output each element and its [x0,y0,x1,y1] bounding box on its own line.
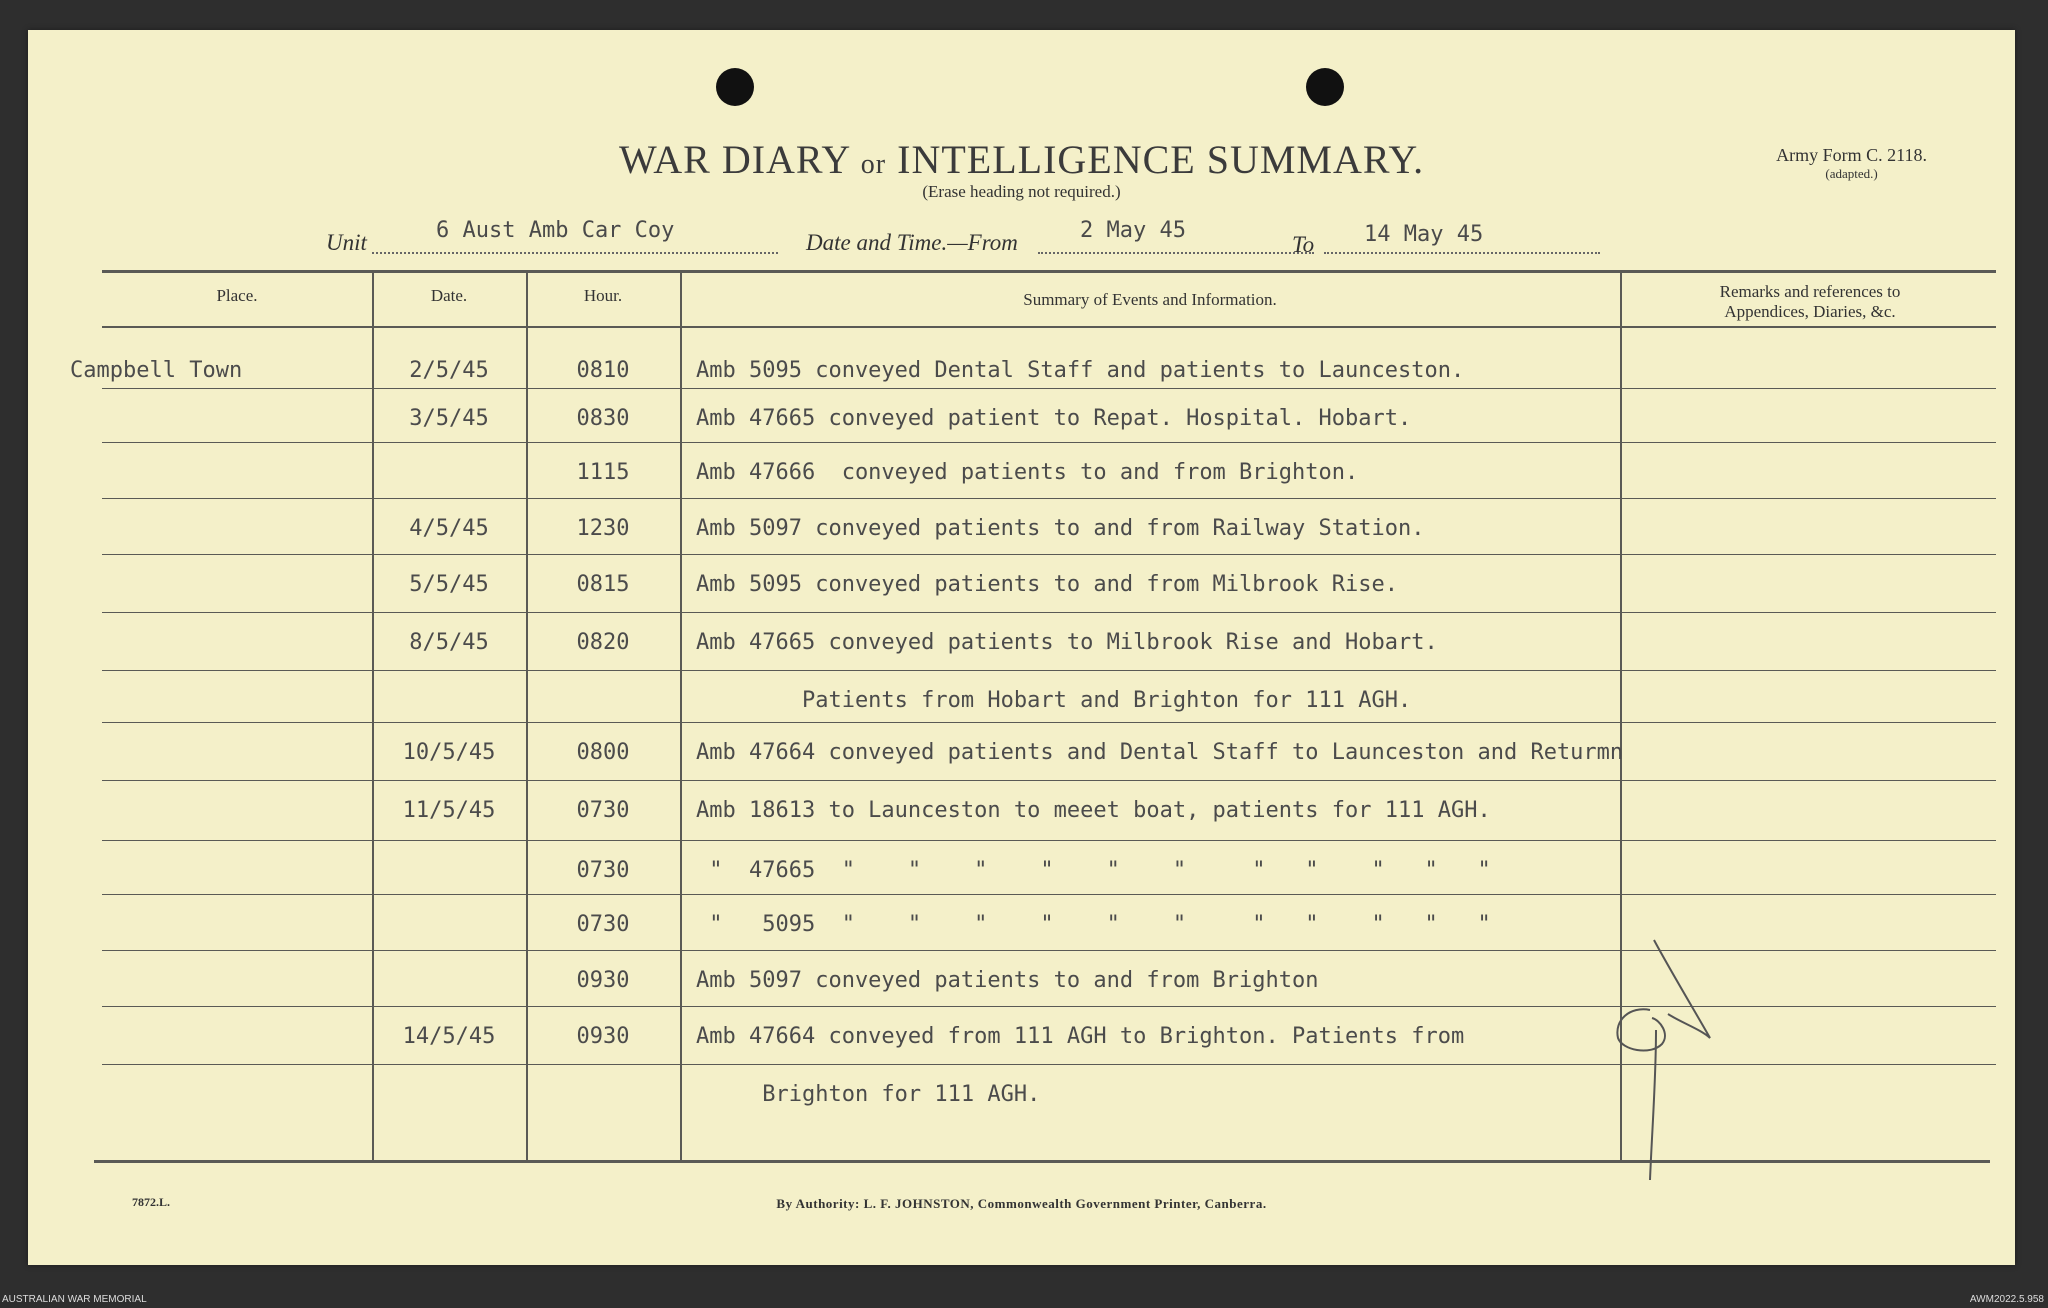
col-header-hour: Hour. [583,286,623,305]
row-rule [102,442,1996,443]
row-rule [102,840,1996,841]
date-cell: 4/5/45 [409,516,489,541]
date-cell: 8/5/45 [409,630,489,655]
unit-label: Unit [326,230,367,255]
row-rule [102,612,1996,613]
date-from-dotline [1038,252,1314,254]
date-cell: 11/5/45 [402,798,496,823]
title-part-2: INTELLIGENCE SUMMARY. [897,137,1425,182]
summary-cell: Patients from Hobart and Brighton for 111 AGH. [696,688,1412,713]
remarks-header-line-2: Appendices, Diaries, &c. [1724,302,1896,321]
date-cell: 5/5/45 [409,572,489,597]
hour-cell: 0830 [576,406,630,431]
row-rule [102,388,1996,389]
hour-cell: 0815 [576,572,630,597]
row-rule [102,894,1996,895]
summary-cell: Amb 47665 conveyed patient to Repat. Hospital. Hobart. [696,406,1412,431]
date-cell: 14/5/45 [402,1024,496,1049]
col-divider-3 [680,270,682,1160]
date-to-label: To [1292,232,1315,257]
col-header-remarks [1622,282,1998,322]
row-rule [102,722,1996,723]
header-bottom-rule [102,326,1996,328]
army-form-sub: (adapted.) [1825,166,1878,181]
date-cell: 10/5/45 [402,740,496,765]
row-rule [102,498,1996,499]
hour-cell: 0810 [576,358,630,383]
title-or: or [860,149,887,180]
hour-cell: 1115 [576,460,630,485]
summary-cell: " 47665 " " " " " " " " " " " [696,858,1491,883]
army-form-number [1776,145,1927,182]
row-rule [102,780,1996,781]
hour-cell: 0930 [576,968,630,993]
archive-credit: AUSTRALIAN WAR MEMORIAL [2,1294,147,1305]
army-form-label: Army Form C. 2118. [1776,145,1927,165]
summary-cell: Amb 5097 conveyed patients to and from Brighton [696,968,1319,993]
hour-cell: 0730 [576,912,630,937]
form-code: 7872.L. [132,1195,171,1209]
summary-cell: Amb 5097 conveyed patients to and from Railway Station. [696,516,1425,541]
summary-cell: Amb 5095 conveyed patients to and from Milbrook Rise. [696,572,1398,597]
col-header-date: Date. [430,286,468,305]
date-to-dotline [1324,252,1600,254]
hour-cell: 0800 [576,740,630,765]
summary-cell: Brighton for 111 AGH. [696,1082,1041,1107]
hour-cell: 1230 [576,516,630,541]
unit-value: 6 Aust Amb Car Coy [436,218,675,243]
hour-cell: 0730 [576,858,630,883]
date-to-value: 14 May 45 [1364,222,1484,247]
hour-cell: 0820 [576,630,630,655]
form-title [28,136,2015,183]
summary-cell: Amb 47666 conveyed patients to and from Brighton. [696,460,1359,485]
col-header-place: Place. [216,286,258,305]
hour-cell: 0930 [576,1024,630,1049]
summary-cell: Amb 18613 to Launceston to meeet boat, patients for 111 AGH. [696,798,1491,823]
summary-cell: Amb 5095 conveyed Dental Staff and patients to Launceston. [696,358,1465,383]
archive-reference: AWM2022.5.958 [1969,1294,2044,1305]
date-from-label: Date and Time.—From [806,230,1018,255]
printer-authority: By Authority: L. F. JOHNSTON, Commonwealth Government Printer, Canberra. [776,1196,1267,1211]
remarks-header-line-1: Remarks and references to [1719,282,1901,301]
row-rule [102,554,1996,555]
summary-cell: Amb 47665 conveyed patients to Milbrook Rise and Hobart. [696,630,1438,655]
form-subtitle: (Erase heading not required.) [922,182,1121,201]
hour-cell: 0730 [576,798,630,823]
initials-signature [1610,910,1760,1190]
punch-hole-left [716,68,754,106]
date-from-value: 2 May 45 [1080,218,1186,243]
summary-cell: Amb 47664 conveyed patients and Dental Staff to Launceston and Returmn [696,740,1624,765]
summary-cell: Amb 47664 conveyed from 111 AGH to Brighton. Patients from [696,1024,1465,1049]
summary-cell: " 5095 " " " " " " " " " " " [696,912,1491,937]
table-top-rule [102,270,1996,273]
punch-hole-right [1306,68,1344,106]
col-header-summary: Summary of Events and Information. [1023,290,1277,309]
date-cell: 2/5/45 [409,358,489,383]
date-cell: 3/5/45 [409,406,489,431]
row-rule [102,670,1996,671]
diary-sheet [28,30,2015,1265]
place-cell: Campbell Town [70,358,243,383]
title-part-1: WAR DIARY [618,137,850,182]
unit-dotline [372,252,778,254]
